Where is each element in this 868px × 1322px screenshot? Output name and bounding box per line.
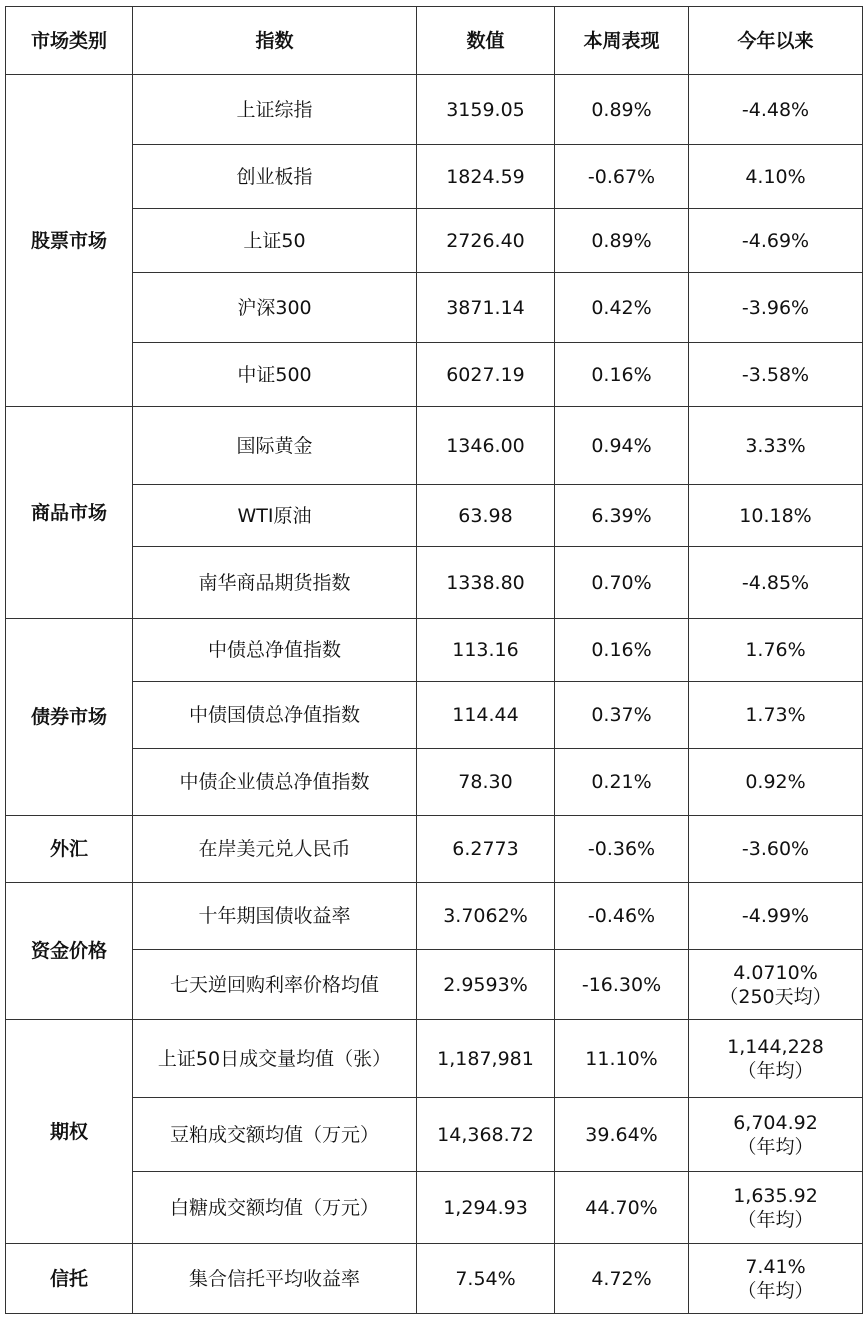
ytd-value: -4.99% bbox=[741, 905, 810, 927]
index-name-cell: 上证综指 bbox=[133, 75, 417, 145]
ytd-cell bbox=[689, 485, 863, 547]
week-change-cell: -0.67% bbox=[555, 145, 689, 209]
value-cell: 113.16 bbox=[417, 619, 555, 682]
table-row bbox=[6, 209, 863, 273]
ytd-note: （年均） bbox=[737, 1059, 814, 1082]
week-change-cell: 0.16% bbox=[555, 619, 689, 682]
value-cell: 2726.40 bbox=[417, 209, 555, 273]
index-name-cell: 中债总净值指数 bbox=[133, 619, 417, 682]
table-row bbox=[6, 1020, 863, 1098]
category-cell: 信托 bbox=[6, 1244, 133, 1314]
index-name-cell: 创业板指 bbox=[133, 145, 417, 209]
index-name-cell: WTI原油 bbox=[133, 485, 417, 547]
value-cell: 3159.05 bbox=[417, 75, 555, 145]
index-name-cell: 白糖成交额均值（万元） bbox=[133, 1172, 417, 1244]
category-cell: 债券市场 bbox=[6, 619, 133, 816]
week-change-cell: 6.39% bbox=[555, 485, 689, 547]
index-name-cell: 上证50 bbox=[133, 209, 417, 273]
ytd-value: 1.76% bbox=[745, 639, 806, 661]
table-row bbox=[6, 407, 863, 485]
index-name-cell: 中债企业债总净值指数 bbox=[133, 749, 417, 816]
ytd-cell bbox=[689, 883, 863, 950]
value-cell: 6.2773 bbox=[417, 816, 555, 883]
ytd-cell bbox=[689, 1098, 863, 1172]
category-cell: 资金价格 bbox=[6, 883, 133, 1020]
ytd-value: 7.41% bbox=[745, 1255, 806, 1278]
value-cell: 1824.59 bbox=[417, 145, 555, 209]
week-change-cell: 0.94% bbox=[555, 407, 689, 485]
week-change-cell: -0.36% bbox=[555, 816, 689, 883]
table-body bbox=[6, 75, 863, 1314]
ytd-note: （250天均） bbox=[719, 985, 832, 1008]
table-row bbox=[6, 1172, 863, 1244]
table-row bbox=[6, 816, 863, 883]
ytd-note: （年均） bbox=[737, 1279, 814, 1302]
ytd-value: 0.92% bbox=[745, 771, 806, 793]
week-change-cell: 11.10% bbox=[555, 1020, 689, 1098]
week-change-cell: 44.70% bbox=[555, 1172, 689, 1244]
table-row bbox=[6, 273, 863, 343]
category-cell: 商品市场 bbox=[6, 407, 133, 619]
ytd-note: （年均） bbox=[737, 1135, 814, 1158]
table-row bbox=[6, 950, 863, 1020]
table-row bbox=[6, 145, 863, 209]
ytd-cell bbox=[689, 619, 863, 682]
table-row bbox=[6, 547, 863, 619]
market-summary-table bbox=[5, 6, 863, 1314]
week-change-cell: -16.30% bbox=[555, 950, 689, 1020]
week-change-cell: 0.16% bbox=[555, 343, 689, 407]
index-name-cell: 七天逆回购利率价格均值 bbox=[133, 950, 417, 1020]
ytd-value: 4.10% bbox=[745, 165, 806, 188]
ytd-cell bbox=[689, 1244, 863, 1314]
ytd-cell bbox=[689, 209, 863, 273]
ytd-cell bbox=[689, 343, 863, 407]
week-change-cell: 39.64% bbox=[555, 1098, 689, 1172]
table-row bbox=[6, 619, 863, 682]
ytd-value: -3.96% bbox=[741, 296, 810, 319]
index-name-cell: 沪深300 bbox=[133, 273, 417, 343]
value-cell: 6027.19 bbox=[417, 343, 555, 407]
week-change-cell: 4.72% bbox=[555, 1244, 689, 1314]
table-row bbox=[6, 682, 863, 749]
ytd-cell bbox=[689, 950, 863, 1020]
ytd-value: 1,635.92 bbox=[733, 1184, 818, 1207]
week-change-cell: 0.89% bbox=[555, 75, 689, 145]
value-cell: 63.98 bbox=[417, 485, 555, 547]
value-cell: 1,294.93 bbox=[417, 1172, 555, 1244]
week-change-cell: -0.46% bbox=[555, 883, 689, 950]
index-name-cell: 豆粕成交额均值（万元） bbox=[133, 1098, 417, 1172]
week-change-cell: 0.21% bbox=[555, 749, 689, 816]
index-name-cell: 集合信托平均收益率 bbox=[133, 1244, 417, 1314]
category-cell: 期权 bbox=[6, 1020, 133, 1244]
header-row bbox=[6, 7, 863, 75]
ytd-cell bbox=[689, 682, 863, 749]
value-cell: 1,187,981 bbox=[417, 1020, 555, 1098]
header-ytd: 今年以来 bbox=[689, 7, 863, 75]
value-cell: 1338.80 bbox=[417, 547, 555, 619]
ytd-value: 4.0710% bbox=[733, 961, 818, 984]
table-row bbox=[6, 749, 863, 816]
ytd-value: -4.48% bbox=[741, 98, 810, 121]
week-change-cell: 0.89% bbox=[555, 209, 689, 273]
table-row bbox=[6, 883, 863, 950]
ytd-cell bbox=[689, 273, 863, 343]
ytd-value: 10.18% bbox=[739, 504, 812, 527]
ytd-cell bbox=[689, 1020, 863, 1098]
ytd-value: -3.58% bbox=[741, 363, 810, 386]
ytd-value: 1.73% bbox=[745, 704, 806, 726]
category-cell: 股票市场 bbox=[6, 75, 133, 407]
index-name-cell: 国际黄金 bbox=[133, 407, 417, 485]
index-name-cell: 中证500 bbox=[133, 343, 417, 407]
ytd-value: -3.60% bbox=[741, 838, 810, 860]
table-row bbox=[6, 1098, 863, 1172]
ytd-cell bbox=[689, 547, 863, 619]
index-name-cell: 中债国债总净值指数 bbox=[133, 682, 417, 749]
value-cell: 78.30 bbox=[417, 749, 555, 816]
header-category: 市场类别 bbox=[6, 7, 133, 75]
week-change-cell: 0.37% bbox=[555, 682, 689, 749]
value-cell: 3.7062% bbox=[417, 883, 555, 950]
ytd-cell bbox=[689, 1172, 863, 1244]
value-cell: 14,368.72 bbox=[417, 1098, 555, 1172]
ytd-cell bbox=[689, 407, 863, 485]
value-cell: 3871.14 bbox=[417, 273, 555, 343]
table-row bbox=[6, 75, 863, 145]
header-value: 数值 bbox=[417, 7, 555, 75]
index-name-cell: 十年期国债收益率 bbox=[133, 883, 417, 950]
ytd-value: 6,704.92 bbox=[733, 1111, 818, 1134]
ytd-cell bbox=[689, 75, 863, 145]
ytd-note: （年均） bbox=[737, 1208, 814, 1231]
value-cell: 2.9593% bbox=[417, 950, 555, 1020]
ytd-cell bbox=[689, 145, 863, 209]
ytd-cell bbox=[689, 749, 863, 816]
header-week: 本周表现 bbox=[555, 7, 689, 75]
week-change-cell: 0.42% bbox=[555, 273, 689, 343]
value-cell: 114.44 bbox=[417, 682, 555, 749]
week-change-cell: 0.70% bbox=[555, 547, 689, 619]
header-index: 指数 bbox=[133, 7, 417, 75]
index-name-cell: 南华商品期货指数 bbox=[133, 547, 417, 619]
value-cell: 7.54% bbox=[417, 1244, 555, 1314]
table-row bbox=[6, 1244, 863, 1314]
ytd-value: 3.33% bbox=[745, 434, 806, 457]
table-row bbox=[6, 485, 863, 547]
ytd-value: -4.85% bbox=[741, 571, 810, 594]
value-cell: 1346.00 bbox=[417, 407, 555, 485]
index-name-cell: 上证50日成交量均值（张） bbox=[133, 1020, 417, 1098]
ytd-value: -4.69% bbox=[741, 229, 810, 252]
ytd-cell bbox=[689, 816, 863, 883]
index-name-cell: 在岸美元兑人民币 bbox=[133, 816, 417, 883]
ytd-value: 1,144,228 bbox=[727, 1035, 824, 1058]
table-row bbox=[6, 343, 863, 407]
category-cell: 外汇 bbox=[6, 816, 133, 883]
